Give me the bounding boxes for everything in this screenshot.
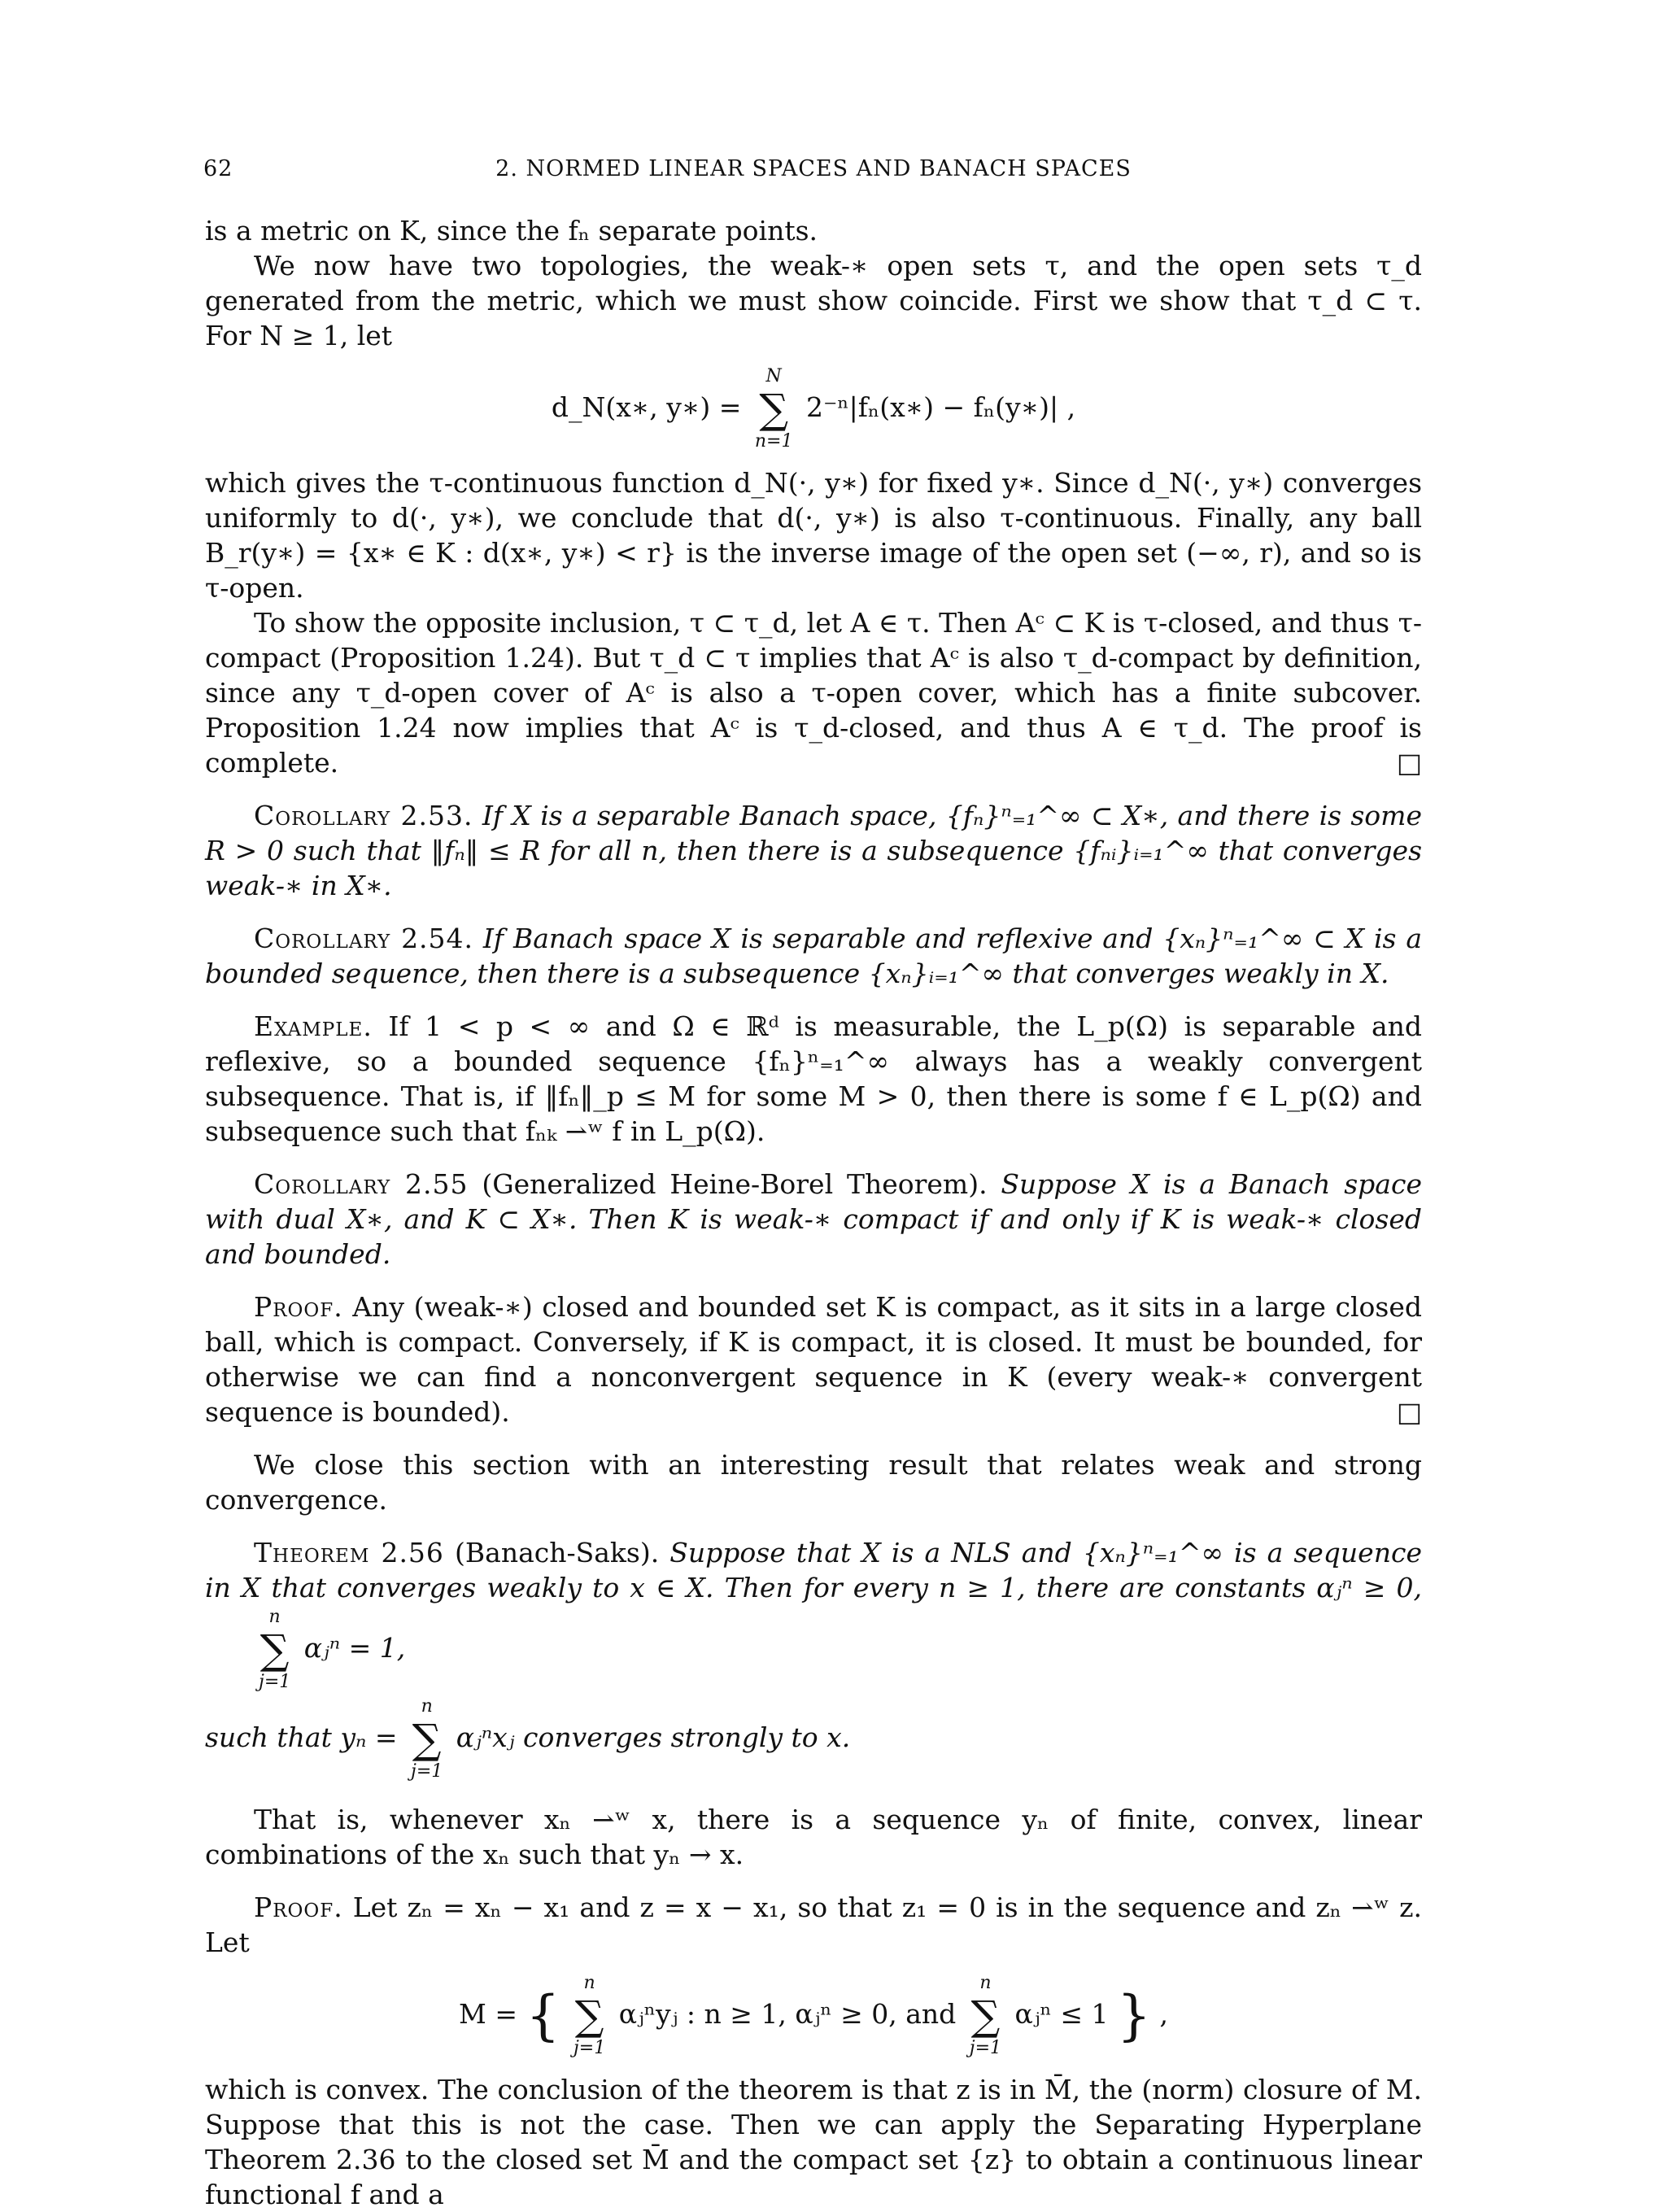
corollary-2-53 <box>205 798 1422 903</box>
equation-m <box>205 1971 1422 2061</box>
qed-symbol: □ <box>1396 1396 1422 1428</box>
sum-upper-limit: n <box>421 1696 433 1717</box>
proof-text: Let zₙ = xₙ − x₁ and z = x − x₁, so that z₁ = 0 is in the sequence and zₙ ⇀ʷ z. Let <box>205 1891 1422 1958</box>
sum-operator <box>411 1695 443 1784</box>
right-brace: } <box>1116 1984 1151 2047</box>
sum-upper-limit: N <box>765 366 782 386</box>
paragraph: which is convex. The conclusion of the theorem is that z is in M̄, the (norm) closure of M. Suppose that this is not the case. Then we can apply the Separating Hyperplane Theorem 2.36 to the closed set M̄ and the compact set {z} to obtain a continuous linear functional f and a <box>205 2074 1422 2210</box>
page-number: 62 <box>203 156 233 181</box>
sum-operator <box>970 1971 1001 2061</box>
theorem-2-56 <box>205 1535 1422 1695</box>
corollary-statement: If X is a separable Banach space, {fₙ}ⁿ₌₁^∞ ⊂ X∗, and there is some R > 0 such that ‖fₙ‖ ≤ R for all n, then there is a subsequence {fₙᵢ}ᵢ₌₁^∞ that converges weak-∗ in X∗. <box>205 800 1422 901</box>
paragraph-text: To show the opposite inclusion, τ ⊂ τ_d, let A ∈ τ. Then Aᶜ ⊂ K is τ-closed, and thus τ-compact (Proposition 1.24). But τ_d ⊂ τ implies that Aᶜ is also τ_d-compact by definition, since any τ_d-open cover of Aᶜ is also a τ-open cover, which has a finite subcover. Proposition 1.24 now implies that Aᶜ is τ_d-closed, and thus A ∈ τ_d. The proof is complete. <box>205 607 1422 779</box>
proof-label: Proof. <box>254 1891 343 1923</box>
theorem-statement: such that yₙ = <box>205 1721 398 1753</box>
left-brace: { <box>526 1984 560 2047</box>
sum-operator <box>210 1605 290 1695</box>
equation-lhs: M = <box>459 1998 517 2030</box>
corollary-2-54 <box>205 921 1422 991</box>
sigma-symbol: ∑ <box>574 1992 604 2040</box>
theorem-name: (Banach-Saks). <box>455 1537 660 1568</box>
example <box>205 1009 1422 1149</box>
corollary-label: Corollary 2.53. <box>254 800 473 831</box>
equation-lhs: d_N(x∗, y∗) = <box>551 391 742 423</box>
theorem-statement: αⱼⁿxⱼ converges strongly to x. <box>456 1721 851 1753</box>
paragraph: We close this section with an interesting result that relates weak and strong convergence. <box>205 1449 1422 1516</box>
sum-upper-limit: n <box>979 1973 992 1993</box>
page-body <box>205 213 1422 2212</box>
corollary-label: Corollary 2.55 <box>254 1168 469 1200</box>
corollary-label: Corollary 2.54. <box>254 923 474 954</box>
sum-lower-limit: j=1 <box>411 1761 443 1782</box>
sum-lower-limit: j=1 <box>573 2038 606 2058</box>
equation-middle: αⱼⁿyⱼ : n ≥ 1, αⱼⁿ ≥ 0, and <box>618 1998 957 2030</box>
running-head: 2. NORMED LINEAR SPACES AND BANACH SPACES <box>495 156 1132 181</box>
sum-lower-limit: n=1 <box>754 431 793 452</box>
proof-label: Proof. <box>254 1291 343 1323</box>
sigma-symbol: ∑ <box>759 386 789 433</box>
theorem-statement: Suppose that X is a NLS and {xₙ}ⁿ₌₁^∞ is a sequence in X that converges weakly to x ∈ X. Then for every n ≥ 1, there are constants αⱼⁿ ≥ 0, <box>205 1537 1422 1603</box>
sum-lower-limit: j=1 <box>259 1672 291 1692</box>
paragraph <box>205 605 1422 780</box>
paragraph: We now have two topologies, the weak-∗ open sets τ, and the open sets τ_d generated from the metric, which we must show coincide. First we show that τ_d ⊂ τ. For N ≥ 1, let <box>205 250 1422 351</box>
proof <box>205 1289 1422 1429</box>
sum-lower-limit: j=1 <box>969 2038 1002 2058</box>
proof <box>205 1890 1422 1960</box>
sum-operator <box>755 364 793 454</box>
corollary-statement: Suppose X is a Banach space with dual X∗, and K ⊂ X∗. Then K is weak-∗ compact if and only if K is weak-∗ closed and bounded. <box>205 1168 1422 1270</box>
proof-text: Any (weak-∗) closed and bounded set K is compact, as it sits in a large closed ball, which is compact. Conversely, if K is compact, it is closed. It must be bounded, for otherwise we can find a nonconvergent sequence in K (every weak-∗ convergent sequence is bounded). <box>205 1291 1422 1428</box>
equation-right: αⱼⁿ ≤ 1 <box>1014 1998 1109 2030</box>
equation-dn <box>205 364 1422 454</box>
paragraph: That is, whenever xₙ ⇀ʷ x, there is a sequence yₙ of finite, convex, linear combinations of the xₙ such that yₙ → x. <box>205 1804 1422 1870</box>
corollary-name: (Generalized Heine-Borel Theorem). <box>482 1168 988 1200</box>
example-text: If 1 < p < ∞ and Ω ∈ ℝᵈ is measurable, the L_p(Ω) is separable and reflexive, so a bounded sequence {fₙ}ⁿ₌₁^∞ always has a weakly convergent subsequence. That is, if ‖fₙ‖_p ≤ M for some M > 0, then there is some f ∈ L_p(Ω) and subsequence such that fₙₖ ⇀ʷ f in L_p(Ω). <box>205 1010 1422 1147</box>
sigma-symbol: ∑ <box>259 1626 290 1673</box>
theorem-statement: αⱼⁿ = 1, <box>303 1632 406 1664</box>
sigma-symbol: ∑ <box>970 1992 1001 2040</box>
equation-end: , <box>1159 1998 1168 2030</box>
corollary-statement: If Banach space X is separable and reflexive and {xₙ}ⁿ₌₁^∞ ⊂ X is a bounded sequence, then there is a subsequence {xₙ}ᵢ₌₁^∞ that converges weakly in X. <box>205 923 1422 989</box>
example-label: Example. <box>254 1010 373 1042</box>
sum-upper-limit: n <box>583 1973 595 1993</box>
sum-operator <box>574 1971 605 2061</box>
theorem-label: Theorem 2.56 <box>254 1537 444 1568</box>
equation-rhs: 2⁻ⁿ|fₙ(x∗) − fₙ(y∗)| , <box>805 391 1076 423</box>
sigma-symbol: ∑ <box>412 1716 442 1763</box>
qed-symbol: □ <box>1396 747 1422 779</box>
paragraph: which gives the τ-continuous function d_N(·, y∗) for fixed y∗. Since d_N(·, y∗) converges uniformly to d(·, y∗), we conclude that d(·, y∗) is also τ-continuous. Finally, any ball B_r(y∗) = {x∗ ∈ K : d(x∗, y∗) < r} is the inverse image of the open set (−∞, r), and so is τ-open. <box>205 467 1422 604</box>
corollary-2-55 <box>205 1167 1422 1272</box>
sum-upper-limit: n <box>268 1607 281 1627</box>
paragraph: is a metric on K, since the fₙ separate points. <box>205 215 818 247</box>
theorem-continuation <box>205 1695 1422 1784</box>
